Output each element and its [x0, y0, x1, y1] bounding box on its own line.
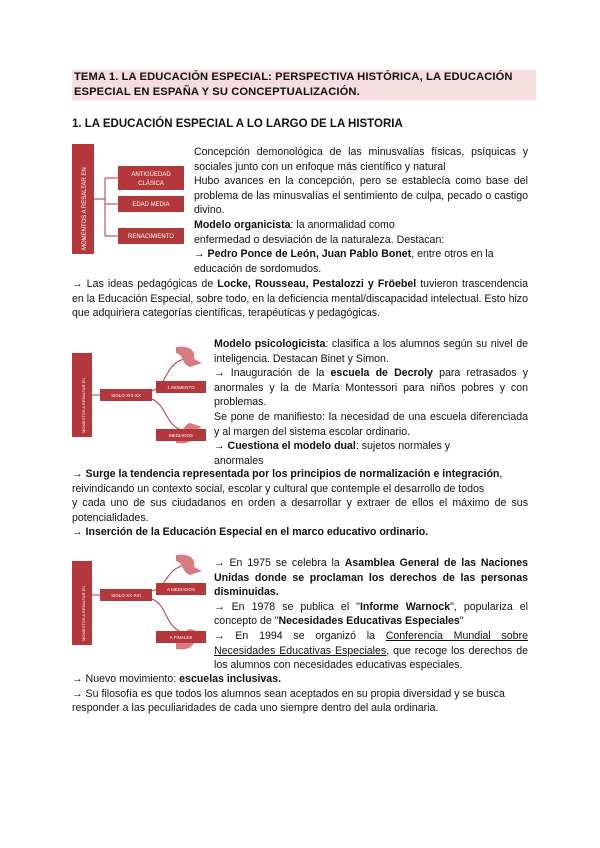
locke-a: → Las ideas pedagógicas de — [72, 278, 218, 290]
diagram2-box-1-label: 1 MOMENTO — [167, 385, 195, 390]
diagram3-box-1-label: A MEDIADOS — [166, 587, 196, 592]
block3-p3-underlined: Conferencia Mundial sobre Necesidades Educativas Especiales, — [214, 629, 528, 657]
tendencia-l2: reivindicando un contexto social, escolar y cultural que contemple el desarrollo de todos — [72, 482, 485, 495]
final-l1 — [72, 672, 528, 687]
paragraph-tendencia — [72, 467, 528, 540]
block1-p5-bold: Pedro Ponce de León, Juan Pablo Bonet — [207, 248, 412, 261]
block3-p2-b: ", populariza el concepto de " — [214, 600, 529, 628]
block2-text — [214, 337, 528, 468]
block3-p3 — [214, 629, 528, 673]
paragraph-final — [72, 672, 528, 716]
block2-p4-bold: → Cuestiona el modelo dual — [214, 440, 356, 453]
diagram2-branches — [152, 359, 184, 431]
block2-p5: anormales — [214, 454, 264, 467]
diagram2-box-2-label: MEDIADOS — [168, 433, 194, 438]
diagram2-vertical-label: MOMENTOS A RESALTAR EN — [81, 377, 86, 433]
block2-p2-bold: escuela de Decroly — [330, 367, 433, 380]
diagram3-box-2-label: A FINALES — [169, 635, 193, 640]
block3-text — [214, 556, 528, 673]
block3-p1-a: → En 1975 se celebra la — [214, 557, 345, 569]
block3-p1 — [214, 556, 528, 600]
block2-p1-rest: : clasifica a los alumnos según su nivel de inteligencia. Destacan Binet y Simon. — [214, 338, 528, 365]
block1-p2: Hubo avances en la concepción, pero se establecía como base del problema de las minusvalías el sentimiento de culpa, pecado o castigo divino. — [194, 175, 528, 217]
tendencia-l4-bold: → Inserción de la Educación Especial en el marco educativo ordinario. — [72, 526, 429, 539]
final-l1-a: → Nuevo movimiento: — [72, 673, 180, 685]
tendencia-l4 — [72, 525, 528, 540]
block2-p2-a: → Inauguración de la — [214, 367, 331, 380]
diagram3-vertical-label: MOMENTOS A RESALTAR EN — [81, 585, 86, 641]
locke-b: tuvieron trascendencia en la Educación Especial, sobre todo, en la deficiencia mental/discapacidad intelectual. Esto hizo que adquiriera categorías científicas, terapéuticas y pedagógicas. — [72, 278, 528, 320]
section-heading: 1. LA EDUCACIÓN ESPECIAL A LO LARGO DE LA HISTORIA — [72, 118, 403, 130]
block3-p3-a: → En 1994 se organizó la — [214, 629, 386, 642]
block3-p2-c: " — [459, 615, 464, 628]
document-title: TEMA 1. LA EDUCACIÓN ESPECIAL: PERSPECTIVA HISTÓRICA, LA EDUCACIÓN ESPECIAL EN ESPAÑA Y SU CONCEPTUALIZACIÓN. — [72, 70, 536, 100]
block3-p2-bold1: Informe Warnock — [359, 600, 451, 613]
block3-p3-b: que recoge los derechos de los alumnos con necesidades educativas especiales. — [214, 644, 528, 672]
block2-p3: Se pone de manifiesto: la necesidad de una escuela diferenciada y al margen del sistema escolar ordinario. — [214, 410, 528, 438]
diagram1-vertical-label: MOMENTOS A RESALTAR EN — [82, 167, 88, 250]
diagram2-arrow-up — [176, 347, 202, 367]
block1-p3-bold: Modelo organicista — [194, 218, 291, 231]
tendencia-l3: y cada uno de sus ciudadanos en orden a desarrollar y extraer de ellos el máximo de sus potencialidades. — [72, 497, 528, 524]
block2-p1-bold: Modelo psicologicista — [214, 338, 326, 350]
block1-p3 — [194, 218, 528, 233]
block1-p3-rest: : la anormalidad como — [290, 218, 395, 231]
block1-p5-arrow: → — [194, 248, 208, 261]
block1-p5 — [194, 247, 528, 276]
tendencia-l1 — [72, 467, 528, 482]
block2-p4-rest: : sujetos normales y — [355, 440, 451, 453]
block2-p1 — [214, 337, 528, 366]
diagram1-box-renacimiento-label: RENACIMIENTO — [128, 234, 174, 240]
block3-p1-bold: Asamblea General de las Naciones Unidas donde se proclaman los derechos de las personas disminuidas. — [214, 557, 528, 599]
diagram-siglo-xx-xxi — [72, 553, 210, 653]
block3-p2 — [214, 600, 528, 629]
block1-p4: enfermedad o desviación de la naturaleza. Destacan: — [194, 233, 445, 246]
block2-p4 — [214, 439, 528, 454]
diagram2-main-label: SIGLO XIX-XX — [111, 393, 141, 398]
tendencia-l1-rest: , — [499, 468, 503, 480]
locke-bold: Locke, Rousseau, Pestalozzi y Fröebel — [217, 278, 417, 290]
block3-p2-bold2: Necesidades Educativas Especiales — [278, 615, 460, 628]
diagram3-main-label: SIGLO XX-XXI — [111, 593, 141, 598]
block2-p2 — [214, 366, 528, 410]
block2-p2-b: para retrasados y anormales y la de María Montessori para niños pobres y con problemas. — [214, 367, 528, 409]
block1-text — [194, 145, 528, 276]
block1-p5-rest: , entre otros en la educación de sordomudos. — [194, 248, 494, 275]
diagram-historical-moments — [72, 144, 190, 254]
block3-p2-a: → En 1978 se publica el " — [214, 600, 360, 613]
diagram1-box-antiguedad-label: ANTIGÜEDAD — [131, 172, 171, 178]
block1-p1: Concepción demonológica de las minusvalías físicas, psíquicas y sociales junto con un enfoque más científico y natural — [194, 146, 528, 173]
final-l2: → Su filosofía es que todos los alumnos sean aceptados en su propia diversidad y se busca responder a las peculiaridades de cada uno siempre dentro del aula ordinaria. — [72, 687, 505, 715]
diagram1-connectors — [94, 178, 118, 236]
final-l1-bold: escuelas inclusivas. — [179, 673, 282, 685]
diagram-siglo-xix-xx — [72, 345, 210, 445]
tendencia-l1-bold: → Surge la tendencia representada por los principios de normalización e integración — [72, 468, 500, 480]
diagram3-branches — [152, 565, 184, 633]
diagram3-arrow-up — [176, 555, 202, 575]
diagram1-box-antiguedad-label2: CLÁSICA — [138, 181, 164, 187]
paragraph-locke — [72, 277, 528, 321]
diagram1-box-edad-media-label: EDAD MEDIA — [132, 202, 170, 208]
